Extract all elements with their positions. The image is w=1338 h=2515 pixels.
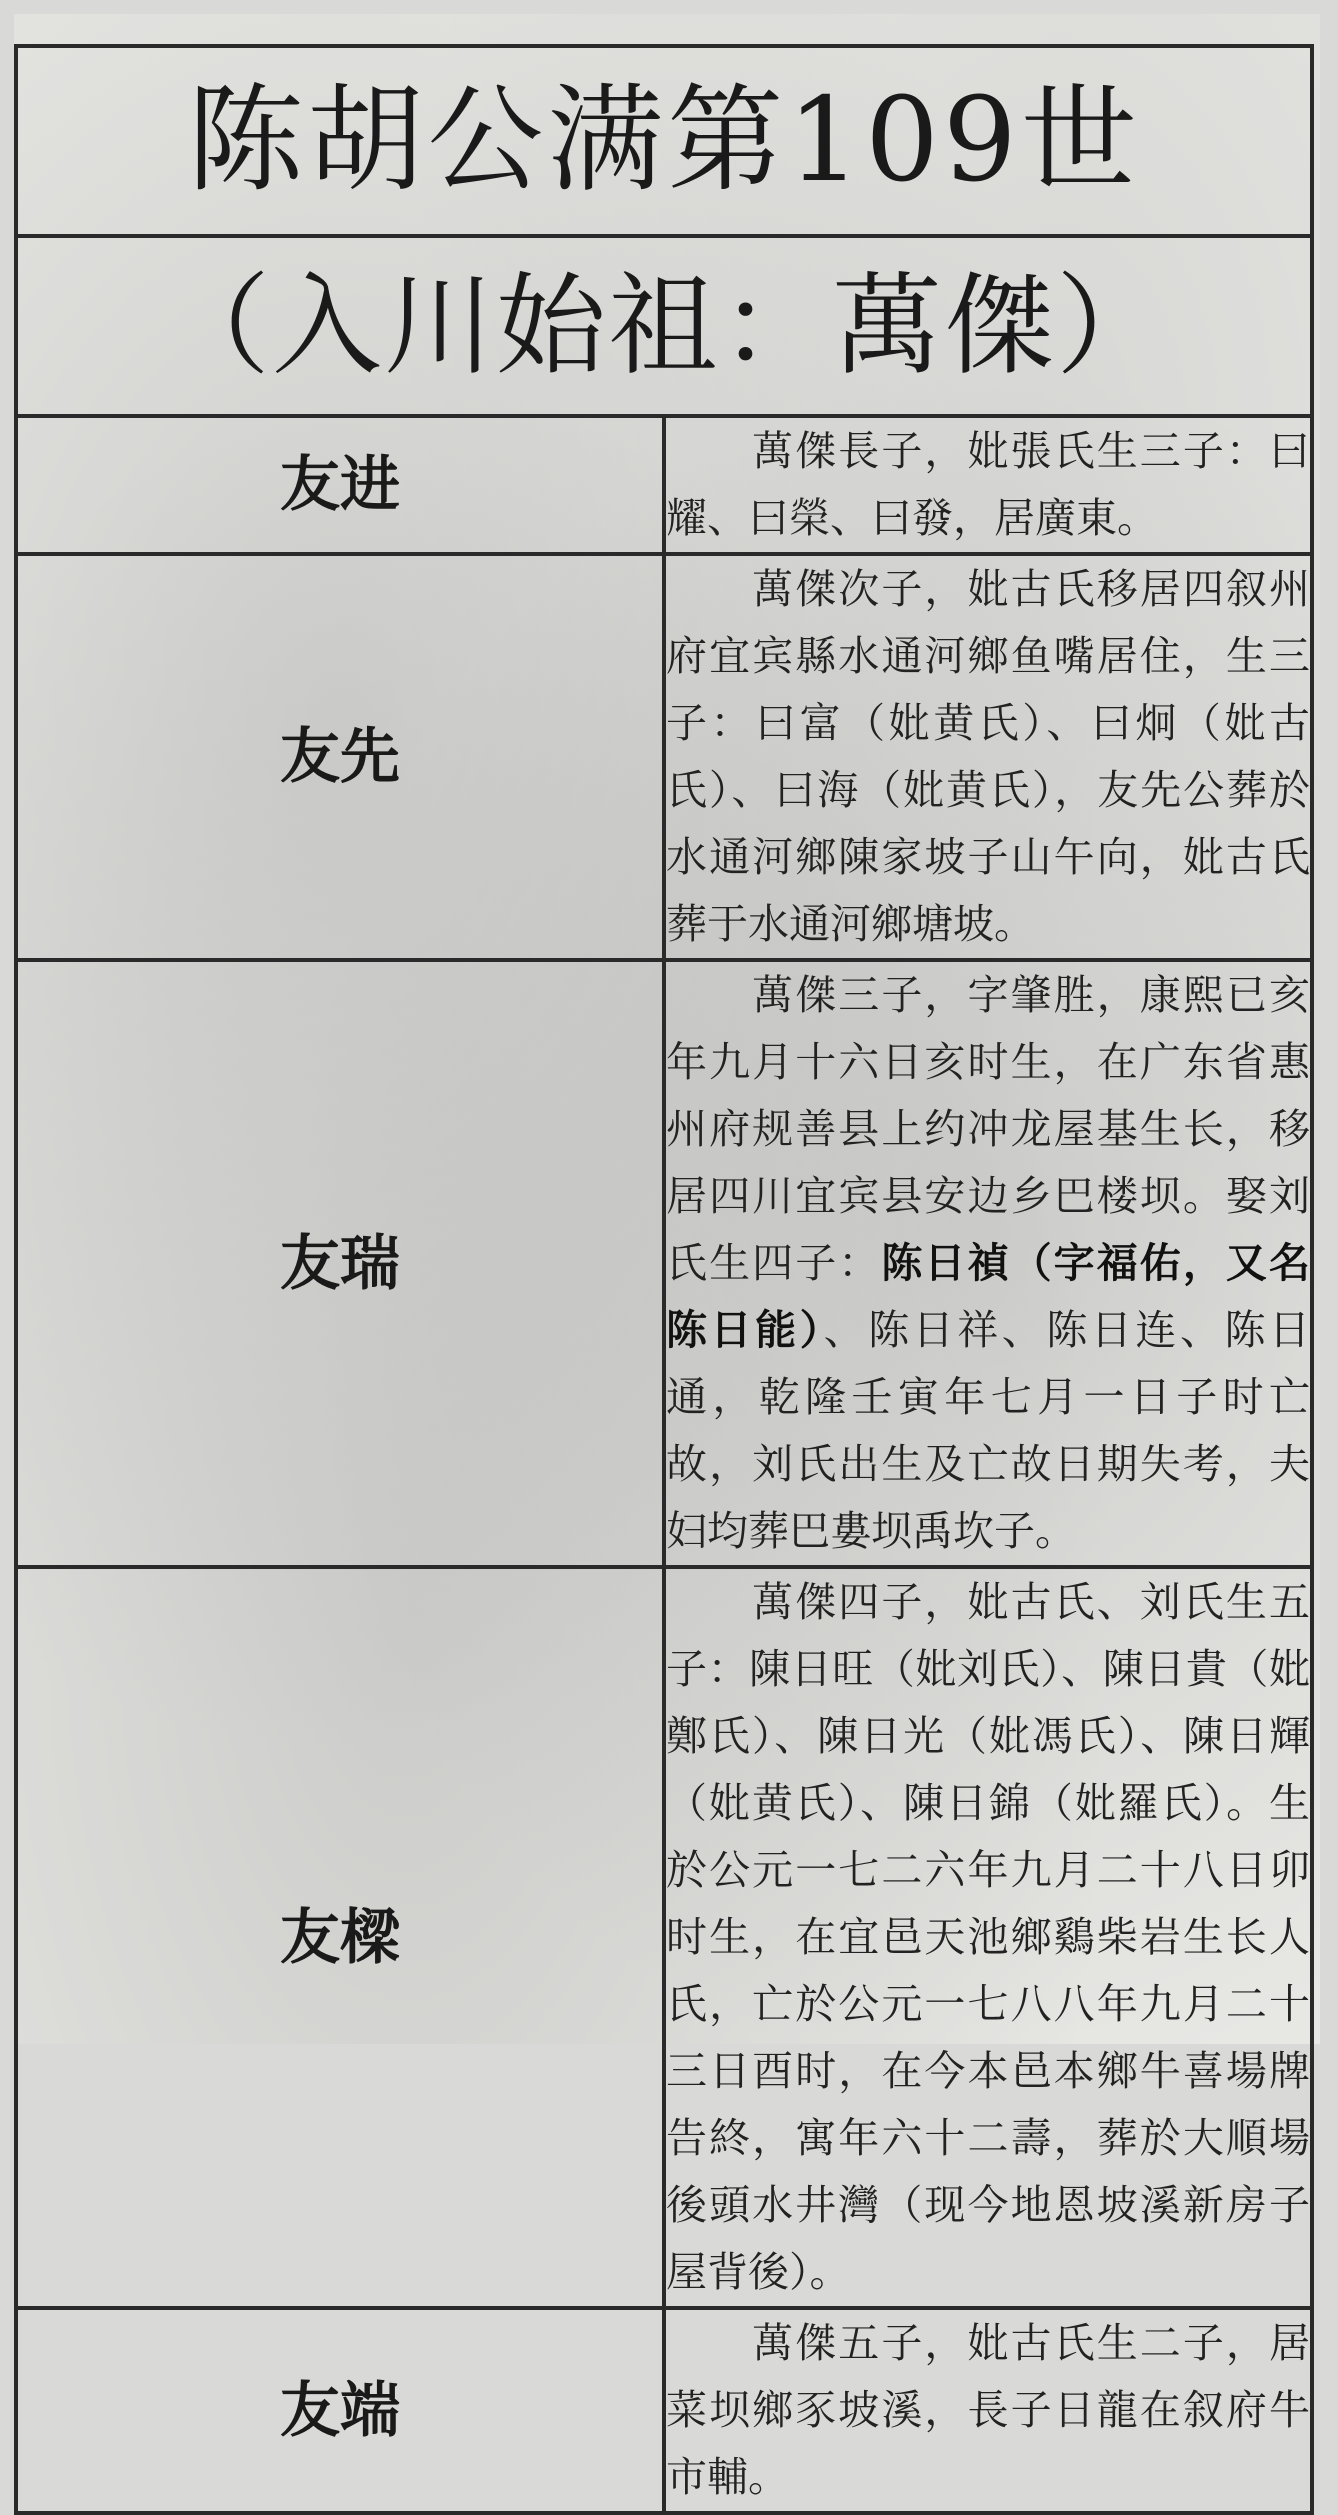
table-row [16, 1567, 1312, 2308]
entry-text-part: 、陈日祥、陈日连、陈日通，乾隆壬寅年七月一日子时亡故，刘氏出生及亡故日期失考，夫妇均葬巴婁坝禹坎子。 [666, 1306, 1311, 1555]
page-title: 陈胡公满第109世 [16, 46, 1312, 236]
page-subtitle: （入川始祖：萬傑） [16, 236, 1312, 416]
entry-description [664, 960, 1312, 1567]
table-row [16, 960, 1312, 1567]
entry-name: 友先 [16, 554, 664, 960]
entry-description: 萬傑次子，妣古氏移居四叙州府宜宾縣水通河鄉鱼嘴居住，生三子：曰富（妣黄氏）、曰炯（妣古氏）、曰海（妣黄氏），友先公葬於水通河鄉陳家坡子山午向，妣古氏葬于水通河鄉塘坡。 [664, 554, 1312, 960]
genealogy-sheet [14, 14, 1320, 2501]
entry-name: 友进 [16, 416, 664, 554]
entry-description: 萬傑五子，妣古氏生二子，居菜坝鄉豕坡溪，長子日龍在叙府牛市輔。 [664, 2308, 1312, 2513]
table-row [16, 2308, 1312, 2513]
entry-description: 萬傑四子，妣古氏、刘氏生五子：陳日旺（妣刘氏）、陳日貴（妣鄭氏）、陳日光（妣馮氏）、陳日輝（妣黄氏）、陳日錦（妣羅氏）。生於公元一七二六年九月二十八日卯时生，在宜邑天池鄉鷄柴岩生长人氏，亡於公元一七八八年九月二十三日酉时，在今本邑本鄉牛喜場牌告終，寓年六十二壽，葬於大順場後頭水井灣（现今地恩坡溪新房子屋背後）。 [664, 1567, 1312, 2308]
genealogy-table [14, 44, 1314, 2515]
entry-name: 友樑 [16, 1567, 664, 2308]
entry-description: 萬傑長子，妣張氏生三子：曰耀、曰榮、曰發，居廣東。 [664, 416, 1312, 554]
entry-name: 友端 [16, 2308, 664, 2513]
subtitle-row [16, 236, 1312, 416]
entry-text-part: 萬傑三子，字肇胜，康熙已亥年九月十六日亥时生，在广东省惠州府规善县上约冲龙屋基生长，移居四川宜宾县安边乡巴楼坝。娶刘氏生四子： [666, 971, 1310, 1287]
entry-text-emphasis: 陈日禎（字福佑，又名陈日能） [666, 1239, 1311, 1354]
entry-name: 友瑞 [16, 960, 664, 1567]
title-row [16, 46, 1312, 236]
table-row [16, 554, 1312, 960]
table-row [16, 416, 1312, 554]
